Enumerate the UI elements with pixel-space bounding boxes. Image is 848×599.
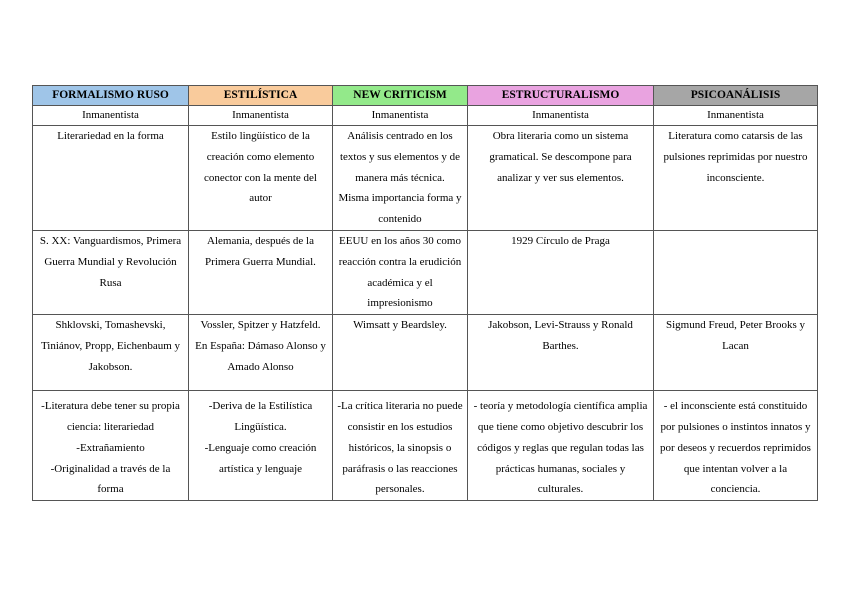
header-estructuralismo: ESTRUCTURALISMO <box>468 86 654 106</box>
cell-text: Shklovski, Tomashevski, Tiniánov, Propp, Eichenbaum y Jakobson. <box>40 319 181 373</box>
cell-text: Sigmund Freud, Peter Brooks y Lacan <box>665 319 806 352</box>
cell-text: -Literatura debe tener su propia ciencia: literariedad <box>41 400 180 433</box>
table-cell <box>333 391 468 501</box>
table-cell <box>333 126 468 231</box>
table-cell <box>654 391 818 501</box>
cell-text: Obra literaria como un sistema gramatical. Se descompone para analizar y ver sus elementos. <box>489 130 632 184</box>
cell-text: EEUU en los años 30 como reacción contra la erudición académica y el impresionismo <box>338 234 462 310</box>
table-cell <box>654 230 818 314</box>
table-cell <box>654 126 818 231</box>
cell-text: -Deriva de la Estilística Lingüística. <box>208 400 313 433</box>
table-cell <box>33 391 189 501</box>
cell-text: Inmanentista <box>532 109 589 121</box>
cell-text: Inmanentista <box>82 109 139 121</box>
cell-text: Jakobson, Levi-Strauss y Ronald Barthes. <box>488 319 633 352</box>
table-cell <box>189 391 333 501</box>
cell-text: Alemania, después de la Primera Guerra Mundial. <box>205 234 316 268</box>
table-cell <box>189 315 333 391</box>
cell-text: Wimsatt y Beardsley. <box>353 319 447 332</box>
comparison-table <box>32 85 818 501</box>
table-row <box>33 106 818 126</box>
cell-text: Inmanentista <box>707 109 764 121</box>
table-cell <box>333 230 468 314</box>
table-cell <box>189 106 333 126</box>
table-cell <box>333 106 468 126</box>
cell-text: -La crítica literaria no puede consistir en los estudios históricos, la sinopsis o paráfrasis o las reacciones personales. <box>337 400 463 496</box>
table-cell <box>33 315 189 391</box>
cell-text: S. XX: Vanguardismos, Primera Guerra Mundial y Revolución Rusa <box>39 234 182 289</box>
cell-text: -Lenguaje como creación artística y lenguaje <box>204 441 317 475</box>
table-row <box>33 126 818 231</box>
table-cell <box>468 230 654 314</box>
table-cell <box>468 315 654 391</box>
table-cell <box>189 230 333 314</box>
header-psicoanalisis: PSICOANÁLISIS <box>654 86 818 106</box>
cell-text: Inmanentista <box>371 109 429 121</box>
header-formalismo-ruso: FORMALISMO RUSO <box>33 86 189 106</box>
cell-text: Misma importancia forma y contenido <box>338 192 462 226</box>
header-new-criticism: NEW CRITICISM <box>333 86 468 106</box>
table-cell <box>33 106 189 126</box>
cell-text: -Originalidad a través de la forma <box>50 462 171 496</box>
table-cell <box>33 126 189 231</box>
cell-text: 1929 Círculo de Praga <box>511 234 610 247</box>
cell-text: Inmanentista <box>232 109 289 121</box>
cell-text: Análisis centrado en los textos y sus elementos y de manera más técnica. <box>339 130 461 184</box>
table-cell <box>654 106 818 126</box>
table-cell <box>468 391 654 501</box>
cell-text: - el inconsciente está constituido por pulsiones o instintos innatos y por deseos y recuerdos reprimidos que intentan volver a la conciencia. <box>660 400 811 496</box>
cell-text: Literariedad en la forma <box>57 130 164 142</box>
cell-text: Estilo lingüístico de la creación como elemento conector con la mente del autor <box>203 130 317 205</box>
table-cell <box>468 126 654 231</box>
table-row <box>33 315 818 391</box>
cell-text: - teoría y metodología científica amplia que tiene como objetivo descubrir los códigos y reglas que regulan todas las prácticas humanas, sociales y culturales. <box>473 400 648 496</box>
header-estilistica: ESTILÍSTICA <box>189 86 333 106</box>
table-cell <box>189 126 333 231</box>
table-cell <box>654 315 818 391</box>
table-cell <box>333 315 468 391</box>
header-row <box>33 86 818 106</box>
table-row <box>33 391 818 501</box>
cell-text: -Extrañamiento <box>76 441 145 454</box>
table-cell <box>468 106 654 126</box>
cell-text: En España: Dámaso Alonso y Amado Alonso <box>195 339 326 373</box>
cell-text: Literatura como catarsis de las pulsiones reprimidas por nuestro inconsciente. <box>663 130 808 184</box>
table-cell <box>33 230 189 314</box>
cell-text: Vossler, Spitzer y Hatzfeld. <box>200 319 321 332</box>
table-row <box>33 230 818 314</box>
